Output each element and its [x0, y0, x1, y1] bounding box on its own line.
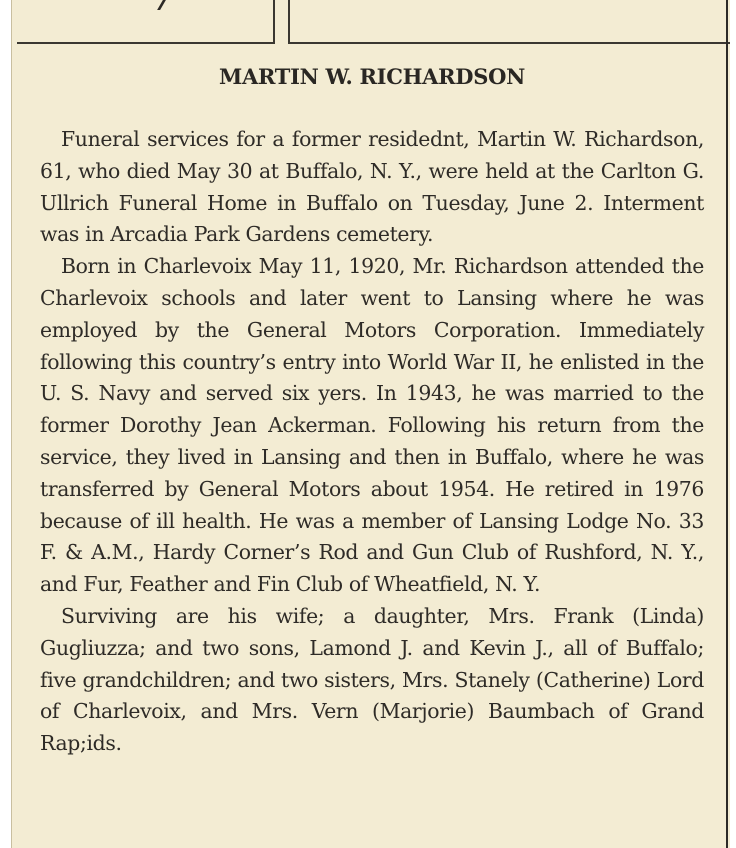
obituary-headline: MARTIN W. RICHARDSON: [219, 64, 525, 89]
column-rule-box-right: [288, 0, 730, 44]
column-rule-box-left: [17, 0, 275, 44]
paragraph-survivors: Surviving are his wife; a daughter, Mrs. Frank (Linda) Gugliuzza; and two sons, Lamond J. and Kevin J., all of Buffalo; five grandchildren; and two sisters, Mrs. Stanely (Catherine) Lord of Charlevoix, and Mrs. Vern (Marjorie) Baumbach of Grand Rap;ids.: [40, 603, 704, 756]
paragraph-biography: Born in Charlevoix May 11, 1920, Mr. Richardson attended the Charlevoix schools and later went to Lansing where he was employed by the General Motors Corporation. Immediately following this country’s entry into World War II, he enlisted in the U. S. Navy and served six yers. In 1943, he was married to the former Dorothy Jean Ackerman. Following his return from the service, they lived in Lansing and then in Buffalo, where he was transferred by General Motors about 1954. He retired in 1976 because of ill health. He was a member of Lansing Lodge No. 33 F. & A.M., Hardy Corner’s Rod and Gun Club of Rushford, N. Y., and Fur, Feather and Fin Club of Wheatfield, N. Y.: [40, 254, 704, 597]
page-edge-rule: [726, 0, 728, 848]
obituary-body: [40, 124, 704, 760]
paragraph-funeral-services: Funeral services for a former residednt, Martin W. Richardson, 61, who died May 30 at Buffalo, N. Y., were held at the Carlton G. Ullrich Funeral Home in Buffalo on Tuesday, June 2. Interment was in Arcadia Park Gardens cemetery.: [40, 127, 704, 247]
